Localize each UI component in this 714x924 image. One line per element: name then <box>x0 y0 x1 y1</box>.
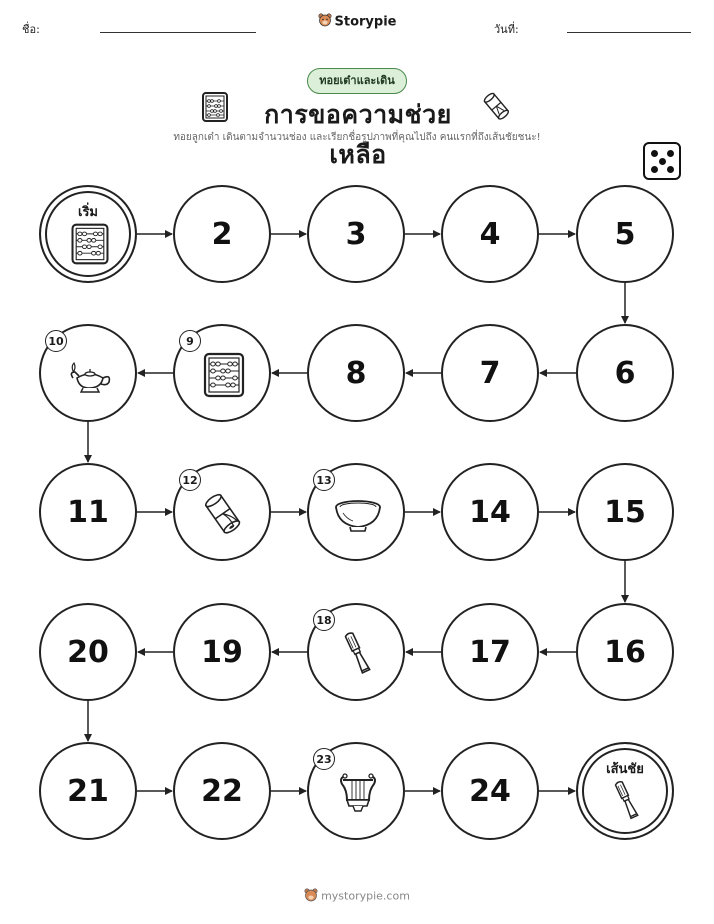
cell-number-badge: 10 <box>45 330 67 352</box>
start-label: เริ่ม <box>78 205 98 220</box>
cell-number: 16 <box>604 634 646 670</box>
cell-number-badge: 18 <box>313 609 335 631</box>
cell-number: 19 <box>201 634 243 670</box>
board-cell-6 <box>576 324 674 422</box>
footer <box>0 888 714 905</box>
cell-number-badge: 12 <box>179 469 201 491</box>
board-cell-18 <box>307 603 405 701</box>
chisel-icon <box>333 629 383 679</box>
board-cell-9 <box>173 324 271 422</box>
board-cell-7 <box>441 324 539 422</box>
board-cell-19 <box>173 603 271 701</box>
cell-number: 15 <box>604 494 646 530</box>
board-cell-17 <box>441 603 539 701</box>
cell-number: 4 <box>479 216 501 252</box>
start-cell <box>39 185 137 283</box>
board-cell-8 <box>307 324 405 422</box>
cell-number: 24 <box>469 773 511 809</box>
board-cell-5 <box>576 185 674 283</box>
board-cell-23 <box>307 742 405 840</box>
footer-url: mystorypie.com <box>321 889 410 903</box>
finish-label: เส้นชัย <box>606 762 644 777</box>
game-type-badge: ทอยเต๋าและเดิน <box>307 68 407 94</box>
cell-number: 3 <box>345 216 367 252</box>
board-cell-10 <box>39 324 137 422</box>
finish-cell <box>576 742 674 840</box>
board-cell-13 <box>307 463 405 561</box>
name-label: ชื่อ: <box>22 23 40 36</box>
cell-number-badge: 9 <box>179 330 201 352</box>
board-cell-24 <box>441 742 539 840</box>
cell-number: 14 <box>469 494 511 530</box>
cell-number: 20 <box>67 634 109 670</box>
board-cell-21 <box>39 742 137 840</box>
board-cell-11 <box>39 463 137 561</box>
scroll-icon <box>199 489 249 539</box>
board-cell-2 <box>173 185 271 283</box>
chisel-icon <box>604 778 650 824</box>
cell-number: 8 <box>345 355 367 391</box>
abacus-icon <box>67 221 113 267</box>
bear-logo-icon <box>304 888 318 905</box>
cell-number-badge: 23 <box>313 748 335 770</box>
abacus-icon <box>199 350 249 400</box>
board-cell-4 <box>441 185 539 283</box>
board-cell-16 <box>576 603 674 701</box>
cell-number: 11 <box>67 494 109 530</box>
board-cell-22 <box>173 742 271 840</box>
bowl-icon <box>333 489 383 539</box>
cell-number: 22 <box>201 773 243 809</box>
lyre-icon <box>333 768 383 818</box>
date-label: วันที่: <box>494 23 519 36</box>
cell-number: 2 <box>211 216 233 252</box>
board-cell-15 <box>576 463 674 561</box>
board-cell-20 <box>39 603 137 701</box>
page-title: การขอความช่วยเหลือ <box>264 100 452 169</box>
cell-number: 7 <box>479 355 501 391</box>
cell-number: 6 <box>614 355 636 391</box>
board-cell-12 <box>173 463 271 561</box>
brand-name: Storypie <box>334 14 397 30</box>
board-cell-14 <box>441 463 539 561</box>
instructions: ทอยลูกเต๋า เดินตามจำนวนช่อง และเรียกชื่อรูปภาพที่คุณไปถึง คนแรกที่ถึงเส้นชัยชนะ! <box>173 132 541 143</box>
cell-number: 5 <box>614 216 636 252</box>
cell-number-badge: 13 <box>313 469 335 491</box>
oil-lamp-icon <box>65 350 115 400</box>
cell-number: 21 <box>67 773 109 809</box>
cell-number: 17 <box>469 634 511 670</box>
board-cell-3 <box>307 185 405 283</box>
